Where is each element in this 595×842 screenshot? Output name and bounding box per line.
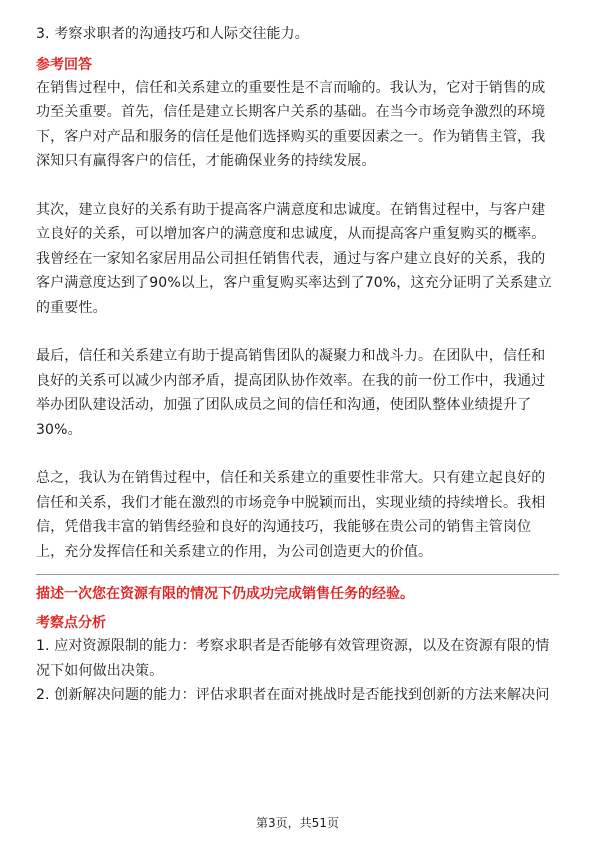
paragraph-line: 30%。 [36,421,82,438]
paragraph-gap [36,320,559,344]
answer-paragraph-2 [36,198,559,321]
paragraph-line: 其次，建立良好的关系有助于提高客户满意度和忠诚度。在销售过程中，与客户建 [36,201,546,218]
paragraph-line: 立良好的关系，可以增加客户的满意度和忠诚度，从而提高客户重复购买的概率。 [36,226,546,242]
analysis-list [36,634,559,708]
paragraph-gap [36,174,559,198]
document-page [36,22,559,708]
paragraph-line: 的重要性。 [36,299,107,316]
paragraph-line: 上，充分发挥信任和关系建立的作用，为公司创造更大的价值。 [36,543,433,560]
paragraph-line: 功至关重要。首先，信任是建立长期客户关系的基础。在当今市场竞争激烈的环境 [36,104,546,120]
paragraph-line: 客户满意度达到了90%以上，客户重复购买率达到了70%，这充分证明了关系建立 [36,275,552,291]
paragraph-line: 总之，我认为在销售过程中，信任和关系建立的重要性非常大。只有建立起良好的 [36,470,546,486]
paragraph-line: 信，凭借我丰富的销售经验和良好的沟通技巧，我能够在贵公司的销售主管岗位 [36,519,532,535]
answer-paragraph-4 [36,466,559,564]
paragraph-line: 下，客户对产品和服务的信任是他们选择购买的重要因素之一。作为销售主管，我 [36,128,546,145]
paragraph-line: 良好的关系可以减少内部矛盾，提高团队协作效率。在我的前一份工作中，我通过 [36,372,546,389]
paragraph-line: 举办团队建设活动，加强了团队成员之间的信任和沟通，使团队整体业绩提升了 [36,397,532,413]
analysis-item: 况下如何做出决策。 [36,662,164,679]
section-divider [36,574,559,575]
interview-question: 描述一次您在资源有限的情况下仍成功完成销售任务的经验。 [36,586,414,602]
answer-paragraph-3 [36,344,559,442]
paragraph-line: 最后，信任和关系建立有助于提高销售团队的凝聚力和战斗力。在团队中，信任和 [36,348,546,364]
analysis-label: 考察点分析 [36,615,106,631]
paragraph-line: 信任和关系，我们才能在激烈的市场竞争中脱颖而出，实现业绩的持续增长。我相 [36,494,546,511]
page-number-footer: 第3页，共51页 [256,816,339,830]
answer-paragraph-1 [36,76,559,174]
paragraph-line: 在销售过程中，信任和关系建立的重要性是不言而喻的。我认为，它对于销售的成 [36,79,546,96]
analysis-item: 2. 创新解决问题的能力：评估求职者在面对挑战时是否能找到创新的方法来解决问 [36,687,550,703]
analysis-item: 1. 应对资源限制的能力：考察求职者是否能够有效管理资源，以及在资源有限的情 [36,638,550,654]
reference-answer-label: 参考回答 [36,56,92,73]
paragraph-gap [36,442,559,466]
paragraph-line: 深知只有赢得客户的信任，才能确保业务的持续发展。 [36,153,376,169]
paragraph-line: 我曾经在一家知名家居用品公司担任销售代表，通过与客户建立良好的关系，我的 [36,250,546,267]
evaluation-point-3: 3. 考察求职者的沟通技巧和人际交往能力。 [36,26,309,42]
